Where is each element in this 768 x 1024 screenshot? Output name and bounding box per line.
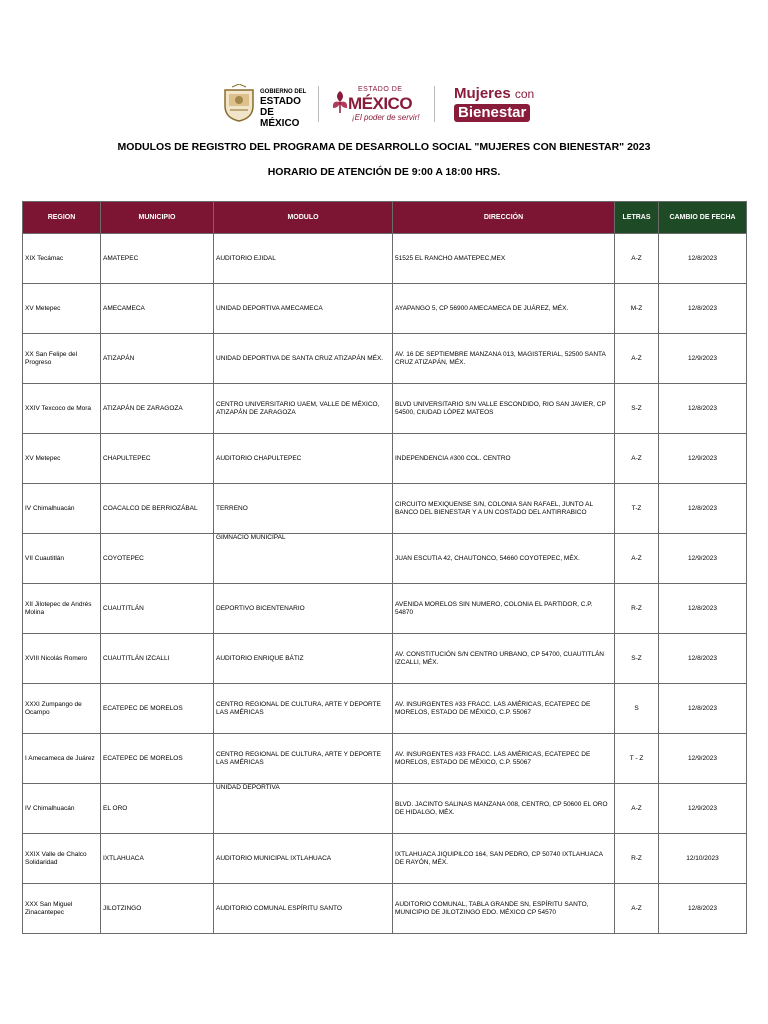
cell-region: XIX Tecámac xyxy=(23,234,101,284)
table-row xyxy=(23,534,747,584)
header-cambio-fecha: CAMBIO DE FECHA xyxy=(659,202,747,234)
table-row xyxy=(23,384,747,434)
cell-fecha: 12/8/2023 xyxy=(659,384,747,434)
cell-letras: R-Z xyxy=(615,834,659,884)
cell-modulo: CENTRO REGIONAL DE CULTURA, ARTE Y DEPORTE LAS AMÉRICAS xyxy=(214,734,393,784)
registration-modules-table xyxy=(22,201,747,934)
cell-fecha: 12/8/2023 xyxy=(659,684,747,734)
cell-letras: A-Z xyxy=(615,784,659,834)
flower-icon xyxy=(330,88,350,114)
cell-region: XXIX Valle de Chalco Solidaridad xyxy=(23,834,101,884)
cell-region: I Amecameca de Juárez xyxy=(23,734,101,784)
cell-direccion: AV. 16 DE SEPTIEMBRE MANZANA 013, MAGISTERIAL, 52500 SANTA CRUZ ATIZAPÁN, MÉX. xyxy=(393,334,615,384)
cell-direccion: IXTLAHUACA JIQUIPILCO 164, SAN PEDRO, CP 50740 IXTLAHUACA DE RAYÓN, MÉX. xyxy=(393,834,615,884)
cell-region: XV Metepec xyxy=(23,284,101,334)
cell-letras: A-Z xyxy=(615,884,659,934)
cell-modulo: CENTRO REGIONAL DE CULTURA, ARTE Y DEPORTE LAS AMÉRICAS xyxy=(214,684,393,734)
cell-region: IV Chimalhuacán xyxy=(23,484,101,534)
cell-letras: S-Z xyxy=(615,384,659,434)
cell-letras: T - Z xyxy=(615,734,659,784)
table-row xyxy=(23,234,747,284)
cell-direccion: BLVD UNIVERSITARIO S/N VALLE ESCONDIDO, RIO SAN JAVIER, CP 54500, CIUDAD LÓPEZ MATEOS xyxy=(393,384,615,434)
logo-bar xyxy=(0,82,768,129)
cell-letras: A-Z xyxy=(615,234,659,284)
cell-fecha: 12/8/2023 xyxy=(659,484,747,534)
cell-direccion: CIRCUITO MEXIQUENSE S/N, COLONIA SAN RAFAEL, JUNTO AL BANCO DEL BIENESTAR Y A UN COSTADO DEL ANTIRRABICO xyxy=(393,484,615,534)
cell-municipio: COACALCO DE BERRIOZÁBAL xyxy=(101,484,214,534)
table-row xyxy=(23,484,747,534)
table-row xyxy=(23,634,747,684)
table-row xyxy=(23,584,747,634)
cell-region: IV Chimalhuacán xyxy=(23,784,101,834)
mujeres-con-bienestar-logo xyxy=(444,82,554,126)
cell-fecha: 12/9/2023 xyxy=(659,434,747,484)
estado-de-mexico-logo xyxy=(330,82,430,126)
page-subtitle: HORARIO DE ATENCIÓN DE 9:00 A 18:00 HRS. xyxy=(267,166,501,178)
cell-fecha: 12/9/2023 xyxy=(659,334,747,384)
table-row xyxy=(23,784,747,834)
cell-municipio: ATIZAPÁN xyxy=(101,334,214,384)
cell-municipio: IXTLAHUACA xyxy=(101,834,214,884)
cell-region: XXXI Zumpango de Ocampo xyxy=(23,684,101,734)
cell-direccion: AYAPANGO 5, CP 56900 AMECAMECA DE JUÁREZ, MÉX. xyxy=(393,284,615,334)
cell-direccion: AV. INSURGENTES #33 FRACC. LAS AMÉRICAS, ECATEPEC DE MORELOS, ESTADO DE MÉXICO, C.P. 55067 xyxy=(393,684,615,734)
header-municipio: MUNICIPIO xyxy=(101,202,214,234)
cell-fecha: 12/10/2023 xyxy=(659,834,747,884)
table-header-row xyxy=(23,202,747,234)
edomex-big-text: MÉXICO xyxy=(348,94,413,113)
logo-divider xyxy=(318,86,319,122)
cell-fecha: 12/8/2023 xyxy=(659,234,747,284)
table-row xyxy=(23,434,747,484)
cell-municipio: CUAUTITLÁN xyxy=(101,584,214,634)
cell-region: XII Jilotepec de Andrés Molina xyxy=(23,584,101,634)
cell-letras: R-Z xyxy=(615,584,659,634)
cell-letras: T-Z xyxy=(615,484,659,534)
cell-municipio: EL ORO xyxy=(101,784,214,834)
header-region: REGION xyxy=(23,202,101,234)
cell-municipio: CUAUTITLÁN IZCALLI xyxy=(101,634,214,684)
cell-direccion: AUDITORIO COMUNAL, TABLA GRANDE SN, ESPÍRITU SANTO, MUNICIPIO DE JILOTZINGO EDO. MÉXICO CP 54570 xyxy=(393,884,615,934)
logo-divider xyxy=(434,86,435,122)
gobierno-estado-mexico-logo xyxy=(222,82,312,129)
page-title: MODULOS DE REGISTRO DEL PROGRAMA DE DESARROLLO SOCIAL "MUJERES CON BIENESTAR" 2023 xyxy=(117,141,651,153)
cell-municipio: ECATEPEC DE MORELOS xyxy=(101,734,214,784)
cell-fecha: 12/8/2023 xyxy=(659,884,747,934)
mujeres-word: Mujeres xyxy=(454,85,511,102)
cell-municipio: COYOTEPEC xyxy=(101,534,214,584)
cell-fecha: 12/9/2023 xyxy=(659,784,747,834)
header-modulo: MODULO xyxy=(214,202,393,234)
cell-fecha: 12/9/2023 xyxy=(659,534,747,584)
cell-modulo: CENTRO UNIVERSITARIO UAEM, VALLE DE MÉXICO, ATIZAPÁN DE ZARAGOZA xyxy=(214,384,393,434)
gobierno-line3: MÉXICO xyxy=(260,118,300,129)
table-row xyxy=(23,334,747,384)
cell-fecha: 12/8/2023 xyxy=(659,284,747,334)
cell-municipio: JILOTZINGO xyxy=(101,884,214,934)
table-row xyxy=(23,284,747,334)
cell-modulo: GIMNACIO MUNICIPAL xyxy=(214,534,393,584)
cell-modulo: AUDITORIO ENRIQUE BÁTIZ xyxy=(214,634,393,684)
cell-letras: A-Z xyxy=(615,434,659,484)
table-row xyxy=(23,884,747,934)
cell-fecha: 12/8/2023 xyxy=(659,634,747,684)
cell-direccion: JUAN ESCUTIA 42, CHAUTONCO, 54660 COYOTEPEC, MÉX. xyxy=(393,534,615,584)
table-row xyxy=(23,734,747,784)
gobierno-line1: GOBIERNO DEL xyxy=(260,89,307,95)
cell-modulo: UNIDAD DEPORTIVA AMECAMECA xyxy=(214,284,393,334)
con-word: con xyxy=(514,87,535,101)
cell-municipio: ECATEPEC DE MORELOS xyxy=(101,684,214,734)
cell-modulo: TERRENO xyxy=(214,484,393,534)
cell-region: VII Cuautitlán xyxy=(23,534,101,584)
header-direccion: DIRECCIÓN xyxy=(393,202,615,234)
cell-modulo: UNIDAD DEPORTIVA DE SANTA CRUZ ATIZAPÁN MÉX. xyxy=(214,334,393,384)
edomex-tagline: ¡El poder de servir! xyxy=(352,113,420,122)
cell-modulo: AUDITORIO EJIDAL xyxy=(214,234,393,284)
cell-region: XXX San Miguel Zinacantepec xyxy=(23,884,101,934)
cell-modulo: AUDITORIO MUNICIPAL IXTLAHUACA xyxy=(214,834,393,884)
cell-letras: S-Z xyxy=(615,634,659,684)
cell-direccion: INDEPENDENCIA #300 COL. CENTRO xyxy=(393,434,615,484)
cell-municipio: AMATEPEC xyxy=(101,234,214,284)
header-letras: LETRAS xyxy=(615,202,659,234)
cell-modulo: UNIDAD DEPORTIVA xyxy=(214,784,393,834)
cell-modulo: AUDITORIO COMUNAL ESPÍRITU SANTO xyxy=(214,884,393,934)
cell-direccion: AV. CONSTITUCIÓN S/N CENTRO URBANO, CP 54700, CUAUTITLÁN IZCALLI, MÉX. xyxy=(393,634,615,684)
cell-letras: A-Z xyxy=(615,534,659,584)
cell-fecha: 12/9/2023 xyxy=(659,734,747,784)
edomex-small-text: ESTADO DE xyxy=(358,86,403,93)
state-seal-icon xyxy=(222,84,256,122)
cell-letras: A-Z xyxy=(615,334,659,384)
cell-letras: M-Z xyxy=(615,284,659,334)
cell-region: XX San Felipe del Progreso xyxy=(23,334,101,384)
cell-modulo: DEPORTIVO BICENTENARIO xyxy=(214,584,393,634)
cell-letras: S xyxy=(615,684,659,734)
gobierno-text xyxy=(260,89,312,129)
table-row xyxy=(23,684,747,734)
cell-direccion: 51525 EL RANCHO AMATEPEC,MEX xyxy=(393,234,615,284)
cell-direccion: BLVD. JACINTO SALINAS MANZANA 008, CENTRO, CP 50600 EL ORO DE HIDALGO, MÉX. xyxy=(393,784,615,834)
cell-region: XV Metepec xyxy=(23,434,101,484)
cell-municipio: CHAPULTEPEC xyxy=(101,434,214,484)
cell-region: XVIII Nicolás Romero xyxy=(23,634,101,684)
cell-municipio: ATIZAPÁN DE ZARAGOZA xyxy=(101,384,214,434)
cell-direccion: AVENIDA MORELOS SIN NUMERO, COLONIA EL PARTIDOR, C.P. 54870 xyxy=(393,584,615,634)
cell-fecha: 12/8/2023 xyxy=(659,584,747,634)
bienestar-badge: Bienestar xyxy=(454,104,530,122)
cell-region: XXIV Texcoco de Mora xyxy=(23,384,101,434)
gobierno-line2: ESTADO DE xyxy=(260,96,301,118)
mujeres-con-text xyxy=(454,85,534,102)
cell-modulo: AUDITORIO CHAPULTEPEC xyxy=(214,434,393,484)
table-row xyxy=(23,834,747,884)
cell-direccion: AV. INSURGENTES #33 FRACC. LAS AMÉRICAS, ECATEPEC DE MORELOS, ESTADO DE MÉXICO, C.P. 55067 xyxy=(393,734,615,784)
cell-municipio: AMECAMECA xyxy=(101,284,214,334)
